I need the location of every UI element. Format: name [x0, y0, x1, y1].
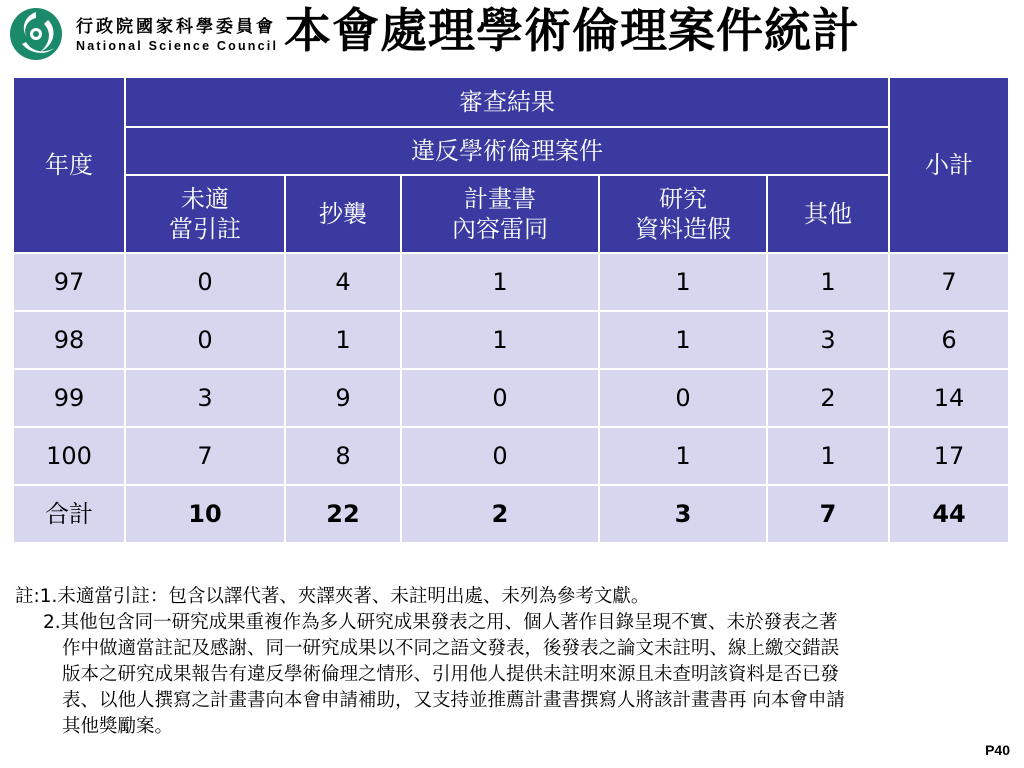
- total-value: 3: [599, 485, 767, 543]
- ethics-case-table: [12, 76, 1010, 544]
- row-year: 97: [13, 253, 125, 311]
- group-header-violation-cases: 違反學術倫理案件: [125, 127, 889, 175]
- total-row: [13, 485, 1009, 543]
- footnote-line: 作中做適當註記及感謝、同一研究成果以不同之語文發表，後發表之論文未註明、線上繳交錯誤: [62, 638, 840, 659]
- cell-value: 0: [401, 369, 599, 427]
- col-header-data-fabrication: [599, 175, 767, 253]
- col-header-line: 其他: [804, 200, 853, 228]
- row-year: 100: [13, 427, 125, 485]
- col-header-improper-citation: [125, 175, 285, 253]
- total-value: 10: [125, 485, 285, 543]
- col-header-year: 年度: [13, 77, 125, 253]
- cell-value: 0: [125, 253, 285, 311]
- page-title: 本會處理學術倫理案件統計: [284, 4, 860, 59]
- table-row: [13, 311, 1009, 369]
- cell-value: 2: [767, 369, 889, 427]
- cell-value: 1: [401, 311, 599, 369]
- cell-value: 1: [599, 311, 767, 369]
- cell-value: 0: [599, 369, 767, 427]
- col-header-plagiarism: [285, 175, 401, 253]
- col-header-line: 當引註: [169, 215, 241, 243]
- cell-subtotal: 7: [889, 253, 1009, 311]
- cell-value: 1: [599, 253, 767, 311]
- footnote-line: 表、以他人撰寫之計畫書向本會申請補助，又支持並推薦計畫書撰寫人將該計畫書再 向本會申請: [62, 690, 845, 711]
- cell-subtotal: 6: [889, 311, 1009, 369]
- table-row: [13, 253, 1009, 311]
- col-header-line: 未適: [181, 185, 229, 213]
- cell-value: 1: [401, 253, 599, 311]
- total-value: 2: [401, 485, 599, 543]
- cell-value: 1: [285, 311, 401, 369]
- total-subtotal: 44: [889, 485, 1009, 543]
- total-value: 7: [767, 485, 889, 543]
- page-number: P40: [985, 742, 1010, 758]
- table-row: [13, 369, 1009, 427]
- footnotes: [15, 584, 1020, 740]
- cell-value: 0: [401, 427, 599, 485]
- cell-value: 7: [125, 427, 285, 485]
- cell-value: 0: [125, 311, 285, 369]
- cell-value: 1: [767, 427, 889, 485]
- col-header-line: 計畫書: [464, 185, 536, 213]
- cell-value: 9: [285, 369, 401, 427]
- row-year: 98: [13, 311, 125, 369]
- table-row: [13, 427, 1009, 485]
- nsc-emblem-icon: [8, 6, 64, 62]
- cell-value: 3: [125, 369, 285, 427]
- cell-value: 8: [285, 427, 401, 485]
- cell-subtotal: 17: [889, 427, 1009, 485]
- footnote-line: 2.其他包含同一研究成果重複作為多人研究成果發表之用、個人著作目錄呈現不實、未於發表之著: [43, 612, 838, 633]
- col-header-line: 內容雷同: [452, 215, 548, 243]
- footnote-line: 其他獎勵案。: [62, 716, 174, 737]
- nsc-logo: [8, 6, 280, 62]
- cell-subtotal: 14: [889, 369, 1009, 427]
- row-year: 99: [13, 369, 125, 427]
- total-value: 22: [285, 485, 401, 543]
- col-header-line: 資料造假: [635, 215, 731, 243]
- col-header-line: 研究: [659, 185, 707, 213]
- col-header-other: [767, 175, 889, 253]
- footnote-line: 註:1.未適當引註：包含以譯代著、夾譯夾著、未註明出處、未列為參考文獻。: [15, 586, 650, 607]
- cell-value: 1: [599, 427, 767, 485]
- cell-value: 1: [767, 253, 889, 311]
- cell-value: 3: [767, 311, 889, 369]
- group-header-review-result: 審查結果: [125, 77, 889, 127]
- total-label: 合計: [13, 485, 125, 543]
- footnote-line: 版本之研究成果報告有違反學術倫理之情形、引用他人提供未註明來源且未查明該資料是否已發: [62, 664, 840, 685]
- cell-value: 4: [285, 253, 401, 311]
- col-header-proposal-duplication: [401, 175, 599, 253]
- logo-english-name: National Science Council: [76, 39, 279, 53]
- logo-chinese-name: 行政院國家科學委員會: [76, 17, 276, 37]
- col-header-line: 抄襲: [319, 200, 367, 228]
- col-header-subtotal: 小計: [889, 77, 1009, 253]
